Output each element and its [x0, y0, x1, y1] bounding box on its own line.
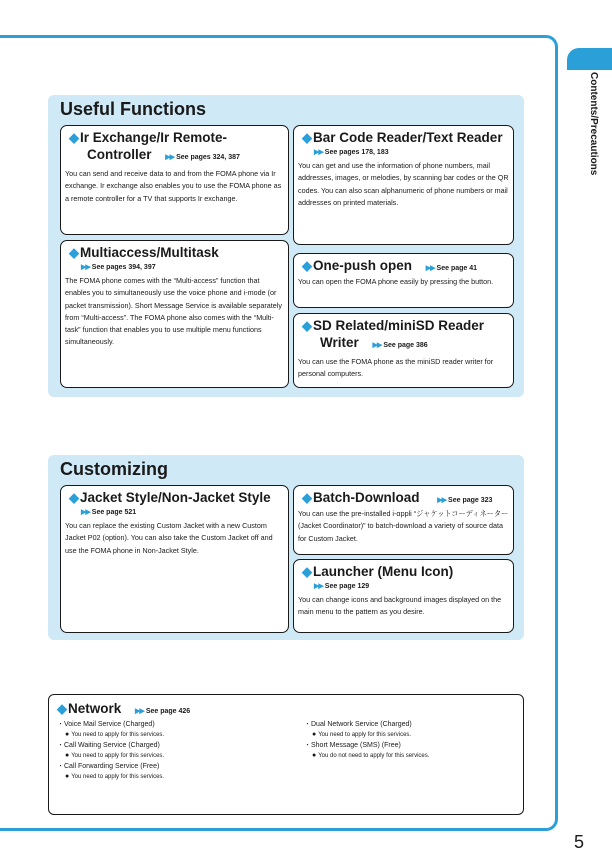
- bullet-icon: ●: [312, 731, 317, 738]
- arrow-icon: ▶▶: [437, 497, 447, 504]
- sd-related-box: [293, 313, 514, 388]
- bullet-icon: ●: [65, 773, 70, 780]
- box-body: The FOMA phone comes with the “Multi-access” function that enables you to simultaneously use the voice phone and i-mode (or packet transmission). Short Message Service is available separately from “Multi-access”. The FOMA phone also comes with the “Multi-task” function that enables you to use multiple menu functions simultaneously.: [65, 276, 282, 347]
- diamond-icon: ◆: [302, 490, 312, 505]
- arrow-icon: ▶▶: [81, 509, 90, 516]
- bullet-icon: ●: [65, 731, 70, 738]
- box-body: You can send and receive data to and from the FOMA phone via Ir exchange. Ir exchange also enables you to use the FOMA phone as a remote controller for a TV that supports Ir exchange.: [65, 169, 282, 203]
- diamond-icon: ◆: [57, 701, 67, 716]
- arrow-icon: ▶▶: [314, 583, 323, 590]
- bullet-icon: ●: [312, 752, 317, 759]
- box-title: ◆One-push open ▶▶ See page 41: [302, 258, 478, 273]
- side-label: Contents/Precautions: [588, 72, 599, 176]
- page-reference: ▶▶ See page 323: [437, 497, 493, 504]
- page-reference: ▶▶ See pages 394, 397: [81, 264, 156, 271]
- network-left-list: [57, 719, 164, 782]
- diamond-icon: ◆: [302, 130, 312, 145]
- multiaccess-box: [60, 240, 289, 388]
- arrow-icon: ▶▶: [372, 342, 382, 349]
- list-note: ● You need to apply for this services.: [312, 731, 412, 738]
- list-item: ・Dual Network Service (Charged): [304, 721, 412, 728]
- page-reference: ▶▶ See pages 324, 387: [165, 154, 240, 161]
- box-body: You can open the FOMA phone easily by pressing the button.: [298, 277, 494, 286]
- box-title: ◆Network ▶▶ See page 426: [57, 701, 191, 716]
- ir-exchange-box: [60, 125, 289, 235]
- network-right-list: [304, 719, 429, 761]
- box-title: ◆SD Related/miniSD Reader Writer ▶▶ See page 386: [302, 318, 485, 350]
- list-item: ・Call Forwarding Service (Free): [57, 763, 160, 770]
- section-title: Useful Functions: [60, 99, 207, 119]
- box-body: You can use the pre-installed i-αppli “ジャケットコーディネーター (Jacket Coordinator)” to batch-download a variety of source data for Custom Jacket.: [298, 509, 509, 543]
- arrow-icon: ▶▶: [81, 264, 90, 271]
- one-push-open-box: [293, 253, 514, 308]
- box-body: You can change icons and background images displayed on the main menu to the pattern as you desire.: [298, 595, 502, 617]
- box-title: ◆Batch-Download ▶▶ See page 323: [302, 490, 493, 505]
- useful-functions-section: [48, 95, 524, 397]
- list-note: ● You need to apply for this services.: [65, 773, 165, 780]
- arrow-icon: ▶▶: [314, 149, 323, 156]
- page-reference: ▶▶ See pages 178, 183: [314, 149, 389, 156]
- arrow-icon: ▶▶: [135, 708, 144, 715]
- diamond-icon: ◆: [69, 490, 79, 505]
- bullet-icon: ●: [65, 752, 70, 759]
- list-item: ・Call Waiting Service (Charged): [57, 742, 160, 749]
- box-title: ◆Launcher (Menu Icon): [302, 564, 454, 579]
- box-title: ◆Jacket Style/Non-Jacket Style: [69, 490, 271, 505]
- diamond-icon: ◆: [302, 564, 312, 579]
- list-note: ● You do not need to apply for this services.: [312, 752, 430, 759]
- diamond-icon: ◆: [69, 245, 79, 260]
- list-note: ● You need to apply for this services.: [65, 752, 165, 759]
- batch-download-box: [293, 485, 514, 555]
- page-reference: ▶▶ See page 129: [314, 583, 370, 590]
- diamond-icon: ◆: [302, 258, 312, 273]
- box-body: You can get and use the information of phone numbers, mail addresses, images, or melodies, by scanning bar codes or the QR codes. You can also scan alphanumeric of phone numbers or mail addresses on printed materials.: [298, 161, 509, 207]
- page-reference: ▶▶ See page 521: [81, 509, 137, 516]
- page-reference: ▶▶ See page 426: [135, 708, 191, 715]
- arrow-icon: ▶▶: [425, 265, 435, 272]
- page-reference: ▶▶ See page 386: [372, 342, 428, 349]
- bar-code-box: [293, 125, 514, 245]
- list-note: ● You need to apply for this services.: [65, 731, 165, 738]
- box-title: ◆Ir Exchange/Ir Remote- Controller ▶▶ See pages 324, 387: [69, 130, 240, 162]
- side-tab: [567, 48, 612, 70]
- box-body: You can use the FOMA phone as the miniSD reader writer for personal computers.: [298, 357, 494, 379]
- box-title: ◆Bar Code Reader/Text Reader: [302, 130, 503, 145]
- box-body: You can replace the existing Custom Jacket with a new Custom Jacket P02 (option). You can also take the Custom Jacket off and use the FOMA phone in Non-Jacket Style.: [65, 521, 273, 555]
- customizing-section: [48, 455, 524, 640]
- page-number: 5: [574, 832, 585, 852]
- jacket-style-box: [60, 485, 289, 633]
- box-title: ◆Multiaccess/Multitask: [69, 245, 219, 260]
- arrow-icon: ▶▶: [165, 154, 175, 161]
- diamond-icon: ◆: [302, 318, 312, 333]
- network-box: [48, 694, 524, 815]
- list-item: ・Voice Mail Service (Charged): [57, 721, 155, 728]
- section-title: Customizing: [60, 459, 168, 479]
- list-item: ・Short Message (SMS) (Free): [304, 742, 401, 749]
- launcher-box: [293, 559, 514, 633]
- diamond-icon: ◆: [69, 130, 79, 145]
- page-reference: ▶▶ See page 41: [425, 265, 478, 272]
